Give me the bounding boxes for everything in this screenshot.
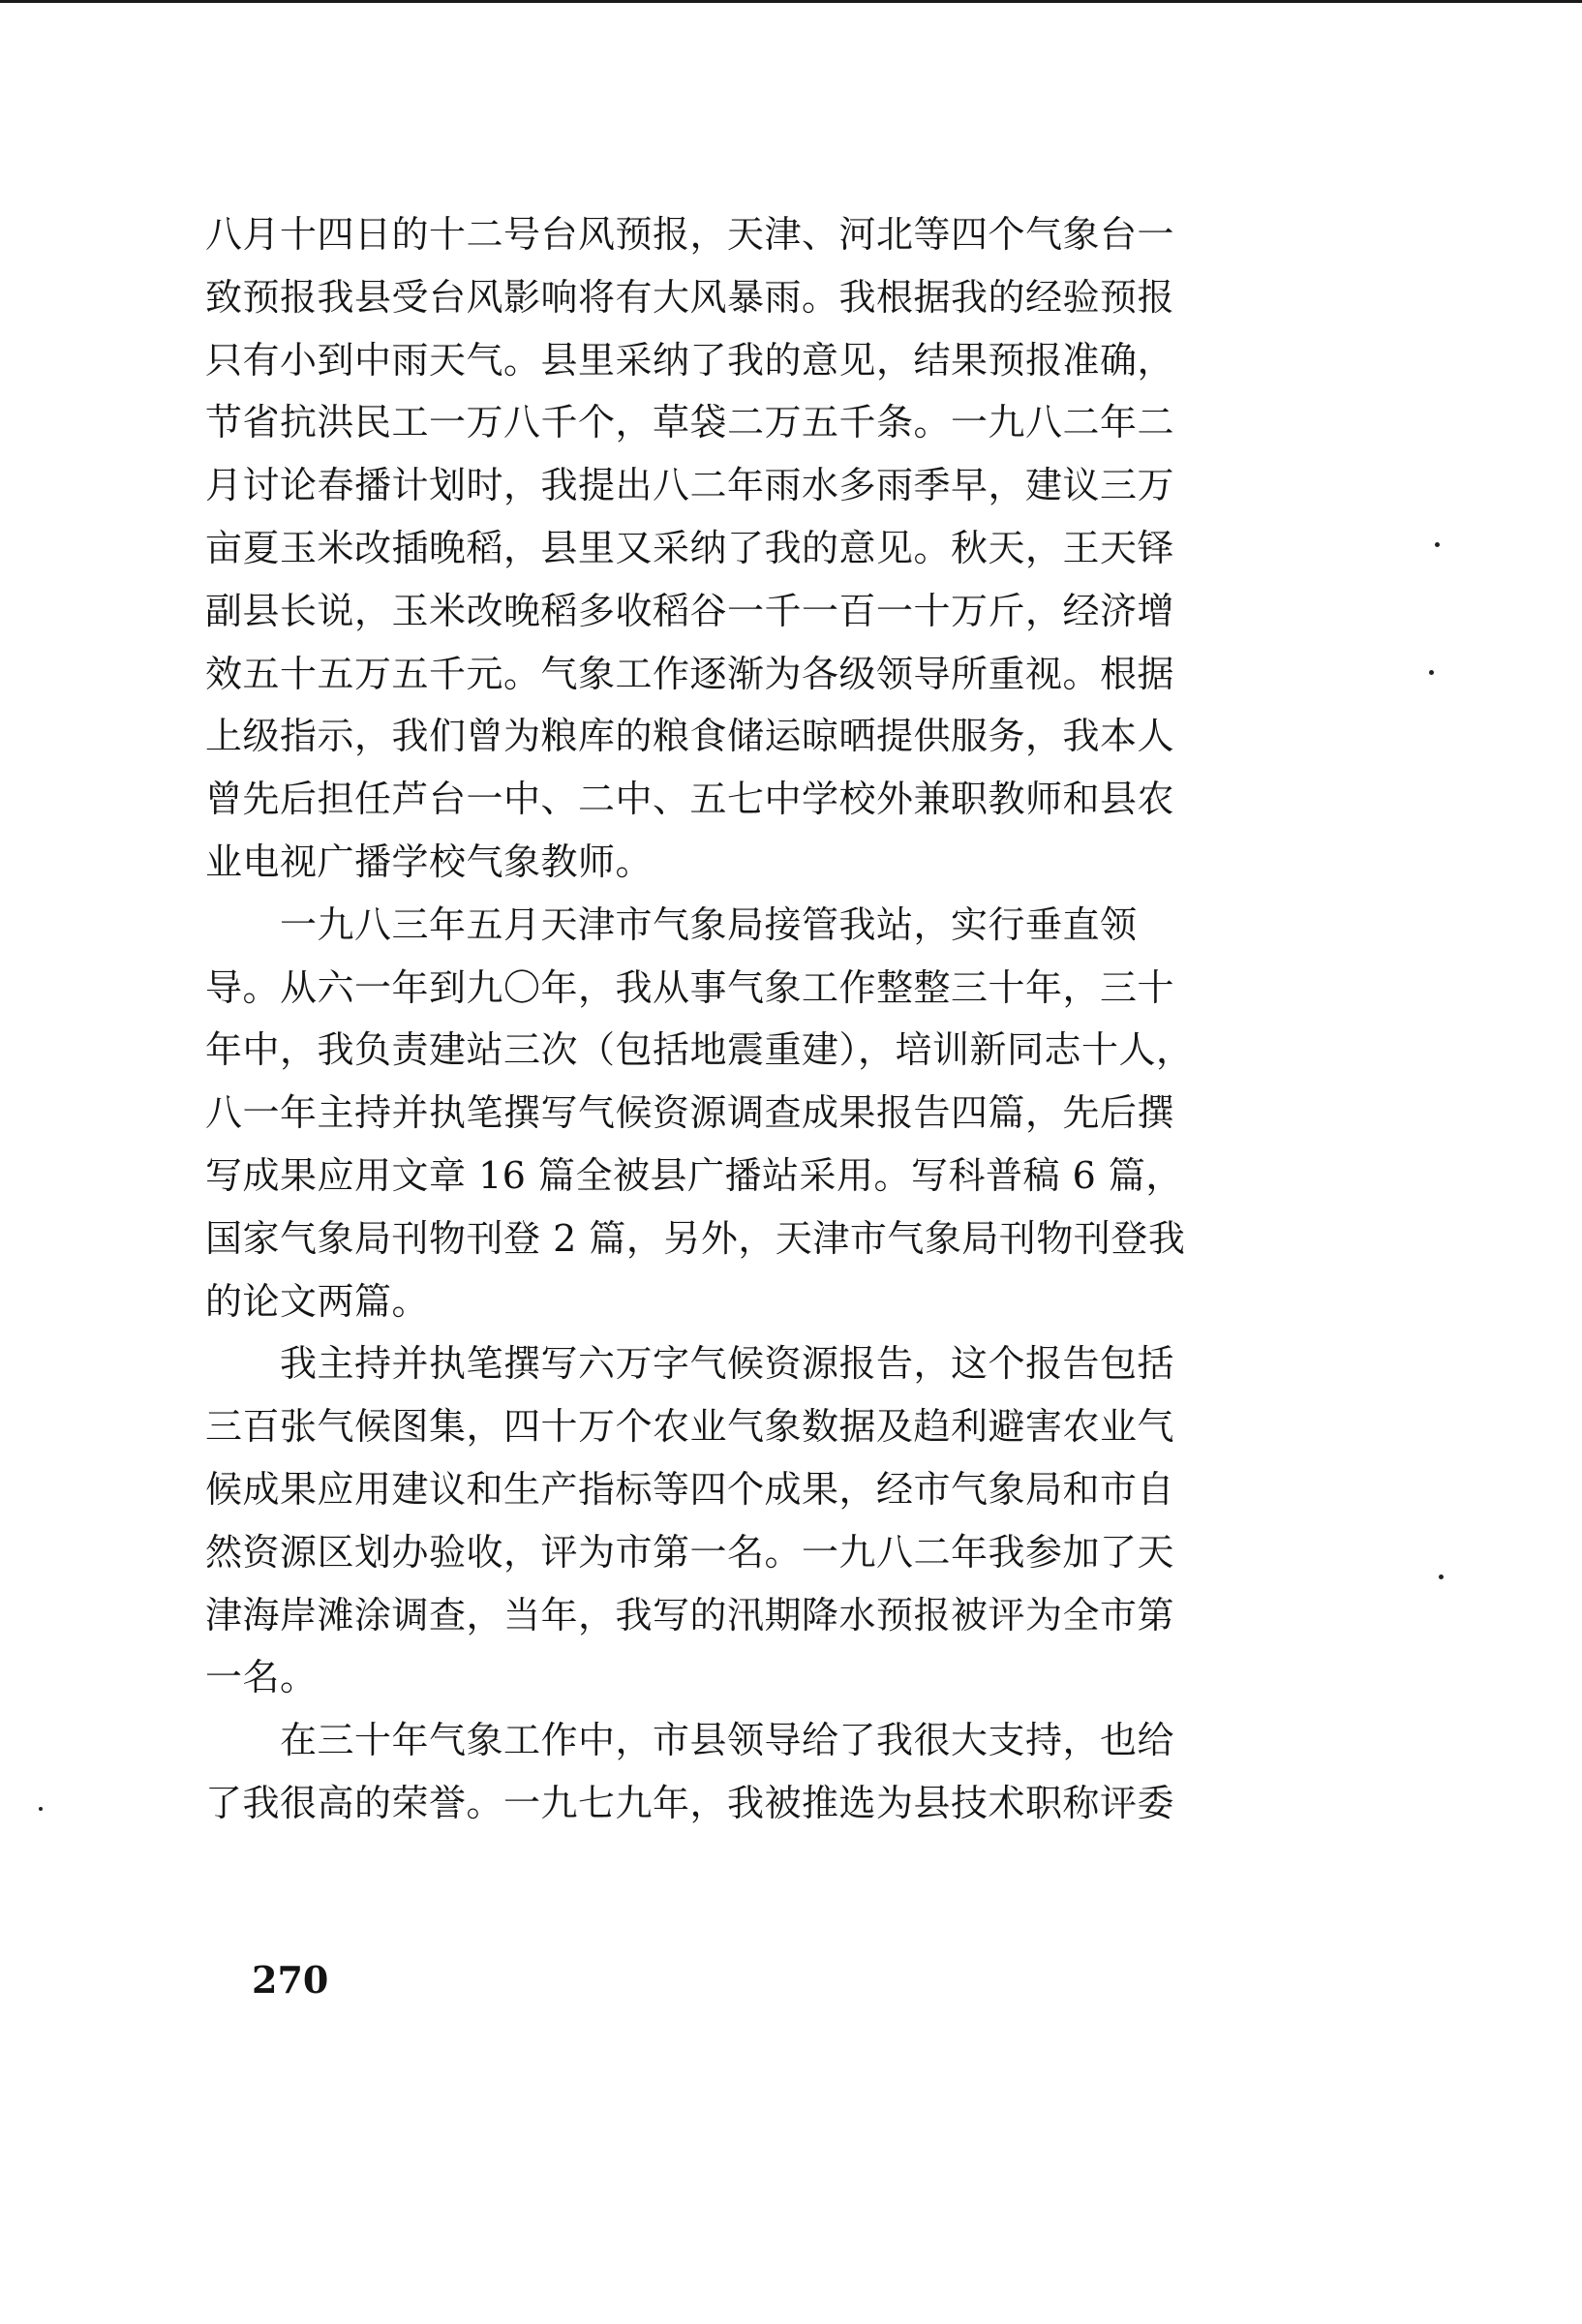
text-line: 只有小到中雨天气。县里采纳了我的意见，结果预报准确， xyxy=(205,338,1175,382)
text-line: 导。从六一年到九〇年，我从事气象工作整整三十年，三十 xyxy=(205,965,1175,1009)
text-line: 业电视广播学校气象教师。 xyxy=(205,840,654,883)
text-line: 节省抗洪民工一万八千个，草袋二万五千条。一九八二年二 xyxy=(205,401,1175,444)
body-text xyxy=(205,203,1280,1835)
text-line: 写成果应用文章 16 篇全被县广播站采用。写科普稿 6 篇， xyxy=(205,1153,1183,1197)
text-line: 亩夏玉米改插晚稻，县里又采纳了我的意见。秋天，王天铎 xyxy=(205,526,1175,569)
text-line: 上级指示，我们曾为粮库的粮食储运晾晒提供服务，我本人 xyxy=(205,715,1175,758)
text-line: 然资源区划办验收，评为市第一名。一九八二年我参加了天 xyxy=(205,1530,1175,1574)
text-line: 一九八三年五月天津市气象局接管我站，实行垂直领 xyxy=(205,902,1138,946)
text-line: 国家气象局刊物刊登 2 篇，另外，天津市气象局刊物刊登我 xyxy=(205,1216,1186,1260)
text-line: 了我很高的荣誉。一九七九年，我被推选为县技术职称评委 xyxy=(205,1781,1175,1824)
text-line: 候成果应用建议和生产指标等四个成果，经市气象局和市自 xyxy=(205,1467,1175,1511)
text-line: 致预报我县受台风影响将有大风暴雨。我根据我的经验预报 xyxy=(205,275,1175,319)
text-line: 一名。 xyxy=(205,1656,318,1699)
page-number: 270 xyxy=(252,1958,329,2002)
text-line: 八月十四日的十二号台风预报，天津、河北等四个气象台一 xyxy=(205,213,1175,256)
text-line: 效五十五万五千元。气象工作逐渐为各级领导所重视。根据 xyxy=(205,652,1175,695)
text-line: 曾先后担任芦台一中、二中、五七中学校外兼职教师和县农 xyxy=(205,778,1175,821)
scan-speck xyxy=(1429,670,1434,675)
text-line: 在三十年气象工作中，市县领导给了我很大支持，也给 xyxy=(205,1719,1175,1762)
scan-speck xyxy=(1439,1575,1444,1579)
paragraph-1 xyxy=(205,203,1280,894)
scan-speck xyxy=(39,1807,43,1811)
paragraph-4 xyxy=(205,1709,1280,1835)
text-line: 我主持并执笔撰写六万字气候资源报告，这个报告包括 xyxy=(205,1342,1175,1386)
text-line: 的论文两篇。 xyxy=(205,1279,430,1323)
text-line: 月讨论春播计划时，我提出八二年雨水多雨季早，建议三万 xyxy=(205,464,1175,507)
paragraph-3 xyxy=(205,1332,1280,1709)
text-line: 津海岸滩涂调查，当年，我写的汛期降水预报被评为全市第 xyxy=(205,1593,1175,1636)
scan-speck xyxy=(1435,542,1440,547)
text-line: 年中，我负责建站三次（包括地震重建），培训新同志十人， xyxy=(205,1028,1194,1072)
text-line: 三百张气候图集，四十万个农业气象数据及趋利避害农业气 xyxy=(205,1405,1175,1449)
text-line: 八一年主持并执笔撰写气候资源调查成果报告四篇，先后撰 xyxy=(205,1091,1175,1135)
page-top-edge xyxy=(0,0,1582,3)
text-line: 副县长说，玉米改晚稻多收稻谷一千一百一十万斤，经济增 xyxy=(205,589,1175,632)
paragraph-2 xyxy=(205,894,1280,1333)
